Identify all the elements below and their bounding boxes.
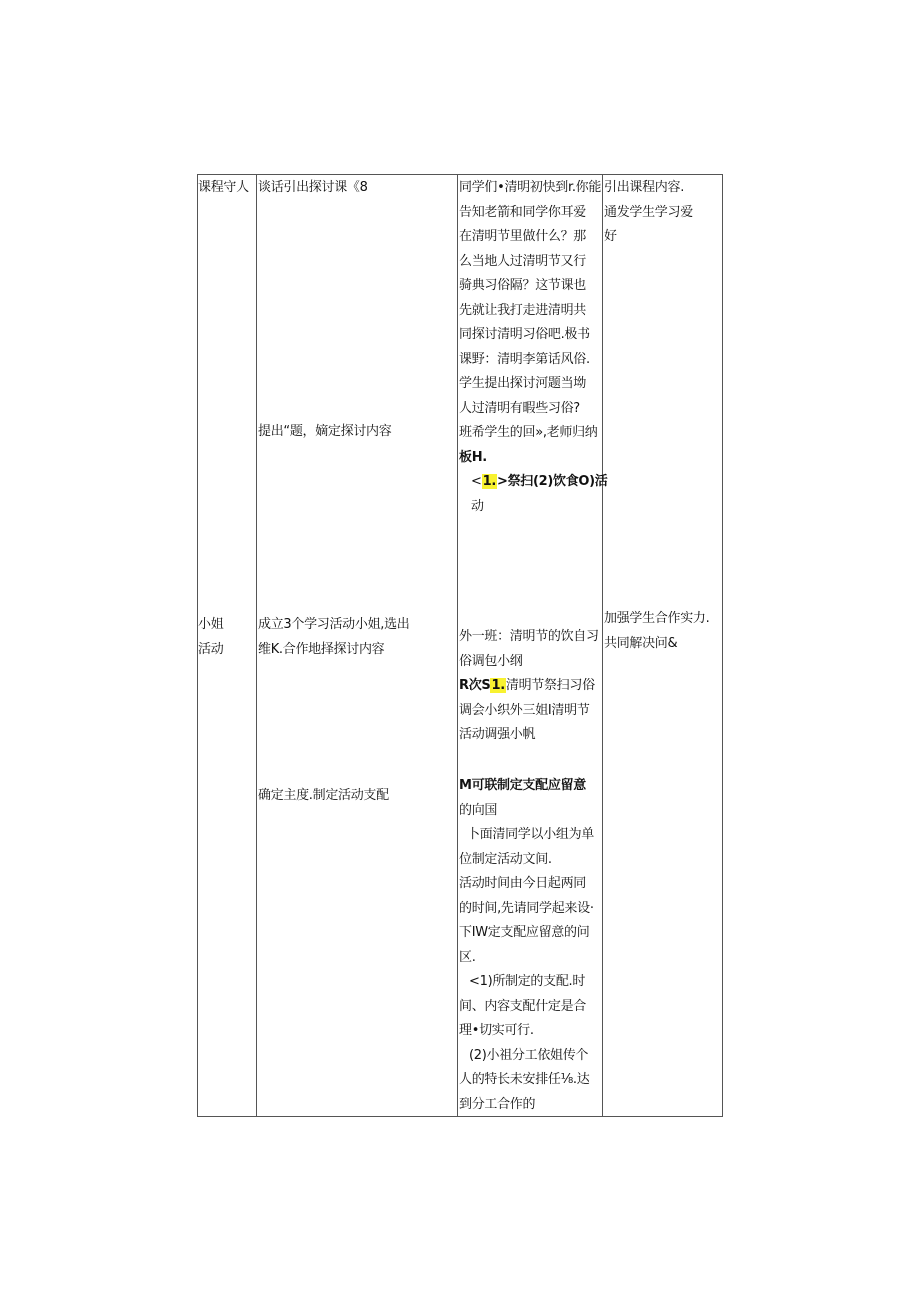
text-line: 好	[604, 229, 617, 244]
topic-list-rest: >祭扫(2)饮食O)活	[496, 474, 608, 489]
text-line: 人的特长未安排任⅛.达	[459, 1072, 590, 1087]
highlight-mark: 1.	[491, 678, 505, 693]
step-line: 维K.合作地择探讨内容	[258, 641, 385, 657]
text-line: 调会小织外三姐I清明节	[459, 702, 590, 718]
stage-label-group-activity	[198, 613, 223, 662]
activity-text-block-1	[459, 176, 608, 519]
column-divider	[256, 175, 257, 1116]
text-line	[459, 674, 599, 699]
text-line: 人过清明有暇些习俗?	[459, 400, 580, 416]
topic-list-line: 动	[471, 498, 484, 514]
step-line: 成立3个学习活动小姐,选出	[258, 617, 410, 632]
text-line: 的向国	[459, 802, 498, 818]
highlight-mark: 1.	[482, 474, 496, 489]
group-topic: 清明节祭扫习俗	[505, 678, 595, 693]
text-line: 理•切实可行.	[459, 1023, 534, 1038]
text-line: 共同解决问&	[604, 635, 678, 651]
text-line: 学生提出探讨河题当坳	[459, 376, 587, 391]
group-label: R次S	[459, 678, 491, 693]
text-line: 下IW定支配应留意的问	[459, 925, 590, 940]
text-line: 位制定活动文间.	[459, 851, 552, 867]
step-make-plan: 确定主度.制定活动支配	[258, 788, 389, 803]
topic-list-prefix: <	[471, 474, 482, 489]
text-line: 板H.	[459, 449, 487, 465]
text-line: (2)小祖分工依姐传个	[469, 1047, 589, 1063]
text-line: 俗调包小纲	[459, 653, 523, 669]
text-line: 同学们•清明初快到r.你能	[459, 180, 602, 195]
text-line: 的时间,先请同学起来设·	[459, 900, 594, 916]
topic-list-line	[459, 470, 608, 495]
activity-text-block-2	[459, 625, 599, 748]
text-line: M可联制定支配应留意	[459, 778, 586, 793]
step-propose-topic: 提出“题，嫡定探讨内容	[258, 424, 392, 439]
text-line: 在清明节里做什么？那	[459, 229, 587, 244]
text-line: 同探讨清明习俗吧.极书	[459, 327, 590, 342]
text-line: 告知老箭和同学你耳爱	[459, 204, 587, 220]
step-form-groups	[258, 613, 410, 662]
stage-label-line: 小姐	[198, 617, 224, 632]
text-line: <1)所制定的支配.时	[469, 974, 586, 989]
text-line: 区.	[459, 949, 476, 965]
activity-text-block-3	[459, 774, 594, 1117]
text-line: 先就让我打走进清明共	[459, 302, 587, 318]
column-divider	[457, 175, 458, 1116]
stage-label-line: 活动	[198, 641, 224, 657]
step-intro-dialogue: 谈话引出探讨课《8	[258, 180, 368, 195]
purpose-text-block-1	[604, 176, 693, 250]
text-line: 班希学生的回»,老师归纳	[459, 425, 598, 440]
text-line: 间、内容支配什定是合	[459, 998, 587, 1014]
text-line: 么当地人过清明节又行	[459, 253, 587, 269]
text-line: 活动调强小帆	[459, 727, 536, 742]
text-line: 通发学生学习爱	[604, 204, 693, 220]
text-line: 课野：清明李第话风俗.	[459, 351, 590, 367]
text-line: 骑典习俗隔？这节课也	[459, 278, 587, 293]
text-line: 到分工合作的	[459, 1096, 536, 1112]
purpose-text-block-2	[604, 607, 709, 656]
text-line: 加强学生合作实力.	[604, 611, 710, 626]
text-line: 卜面清同学以小组为单	[467, 827, 595, 842]
text-line: 外一班：清明节的饮自习	[459, 629, 599, 644]
text-line: 引出课程内容.	[604, 180, 685, 195]
stage-label-course-intro: 课程守人	[198, 180, 249, 195]
text-line: 活动时间由今日起两同	[459, 876, 587, 891]
